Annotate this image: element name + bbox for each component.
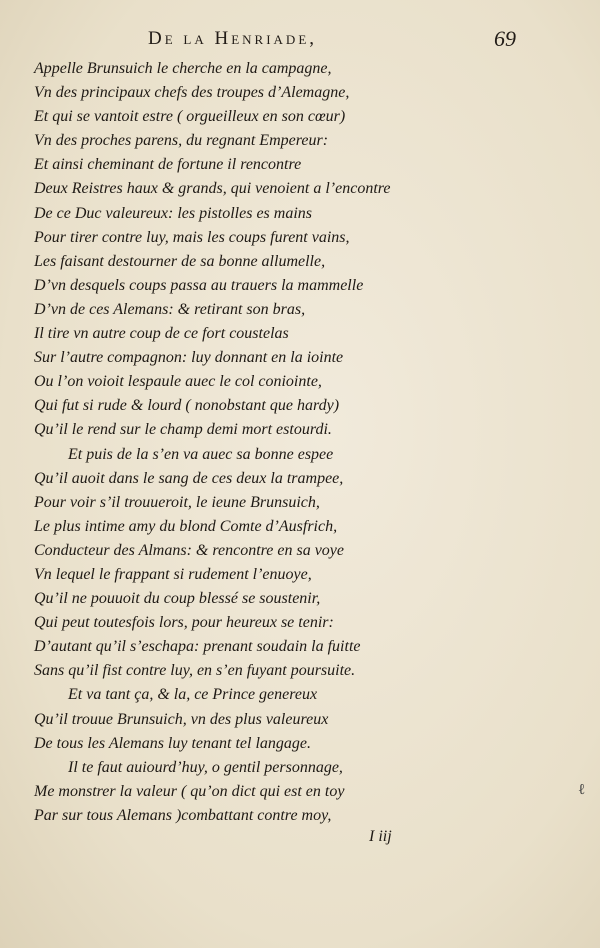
verse-line: Il te faut auiourd’huy, o gentil personnage, <box>68 758 343 776</box>
verse-line: Et puis de la s’en va auec sa bonne espee <box>68 445 334 463</box>
verse-line: Qui peut toutesfois lors, pour heureux se tenir: <box>34 614 334 632</box>
verse-line: Vn lequel le frappant si rudement l’enuoye, <box>34 565 312 583</box>
verse-line: Vn des principaux chefs des troupes d’Alemagne, <box>34 84 350 102</box>
verse-line: Sur l’autre compagnon: luy donnant en la iointe <box>34 349 344 367</box>
verse-line: Et qui se vantoit estre ( orgueilleux en son cœur) <box>34 108 346 126</box>
verse-line: Les faisant destourner de sa bonne allumelle, <box>34 252 326 270</box>
verse-line: D’vn desquels coups passa au trauers la mammelle <box>34 276 364 294</box>
poem-text <box>34 57 454 828</box>
verse-line: Vn des proches parens, du regnant Empereur: <box>34 132 329 150</box>
verse-line: Qu’il le rend sur le champ demi mort estourdi. <box>34 421 332 439</box>
verse-line: Deux Reistres haux & grands, qui venoient a l’encontre <box>34 180 391 198</box>
verse-line: De ce Duc valeureux: les pistolles es mains <box>34 204 312 222</box>
verse-line: D’vn de ces Alemans: & retirant son bras, <box>34 300 306 318</box>
verse-line: Le plus intime amy du blond Comte d’Ausfrich, <box>34 517 338 535</box>
verse-line: D’autant qu’il s’eschapa: prenant soudain la fuitte <box>34 638 361 656</box>
page-number: 69 <box>494 26 516 51</box>
verse-line: Pour tirer contre luy, mais les coups furent vains, <box>34 228 350 246</box>
verse-line: Il tire vn autre coup de ce fort coustelas <box>34 325 289 343</box>
verse-line: Ou l’on voioit lespaule auec le col coniointe, <box>34 373 322 391</box>
verse-line: Par sur tous Alemans )combattant contre moy, <box>34 806 332 824</box>
verse-line: Qu’il auoit dans le sang de ces deux la trampee, <box>34 469 344 487</box>
verse-line: Et va tant ça, & la, ce Prince genereux <box>68 686 318 704</box>
running-head: De la Henriade, <box>148 28 318 49</box>
margin-mark: ℓ <box>578 782 586 798</box>
signature-mark: I iij <box>369 828 392 845</box>
verse-line: Me monstrer la valeur ( qu’on dict qui est en toy <box>34 782 345 800</box>
verse-line: Qui fut si rude & lourd ( nonobstant que hardy) <box>34 397 340 415</box>
verse-line: Appelle Brunsuich le cherche en la campagne, <box>34 60 332 77</box>
verse-line: Pour voir s’il trouueroit, le ieune Brunsuich, <box>34 493 320 511</box>
verse-line: Qu’il ne pouuoit du coup blessé se soustenir, <box>34 590 321 608</box>
verse-line: De tous les Alemans luy tenant tel langage. <box>34 734 311 752</box>
verse-line: Qu’il trouue Brunsuich, vn des plus valeureux <box>34 710 329 728</box>
verse-line: Sans qu’il fist contre luy, en s’en fuyant poursuite. <box>34 662 356 680</box>
verse-line: Et ainsi cheminant de fortune il rencontre <box>34 156 302 174</box>
verse-line: Conducteur des Almans: & rencontre en sa voye <box>34 541 345 559</box>
